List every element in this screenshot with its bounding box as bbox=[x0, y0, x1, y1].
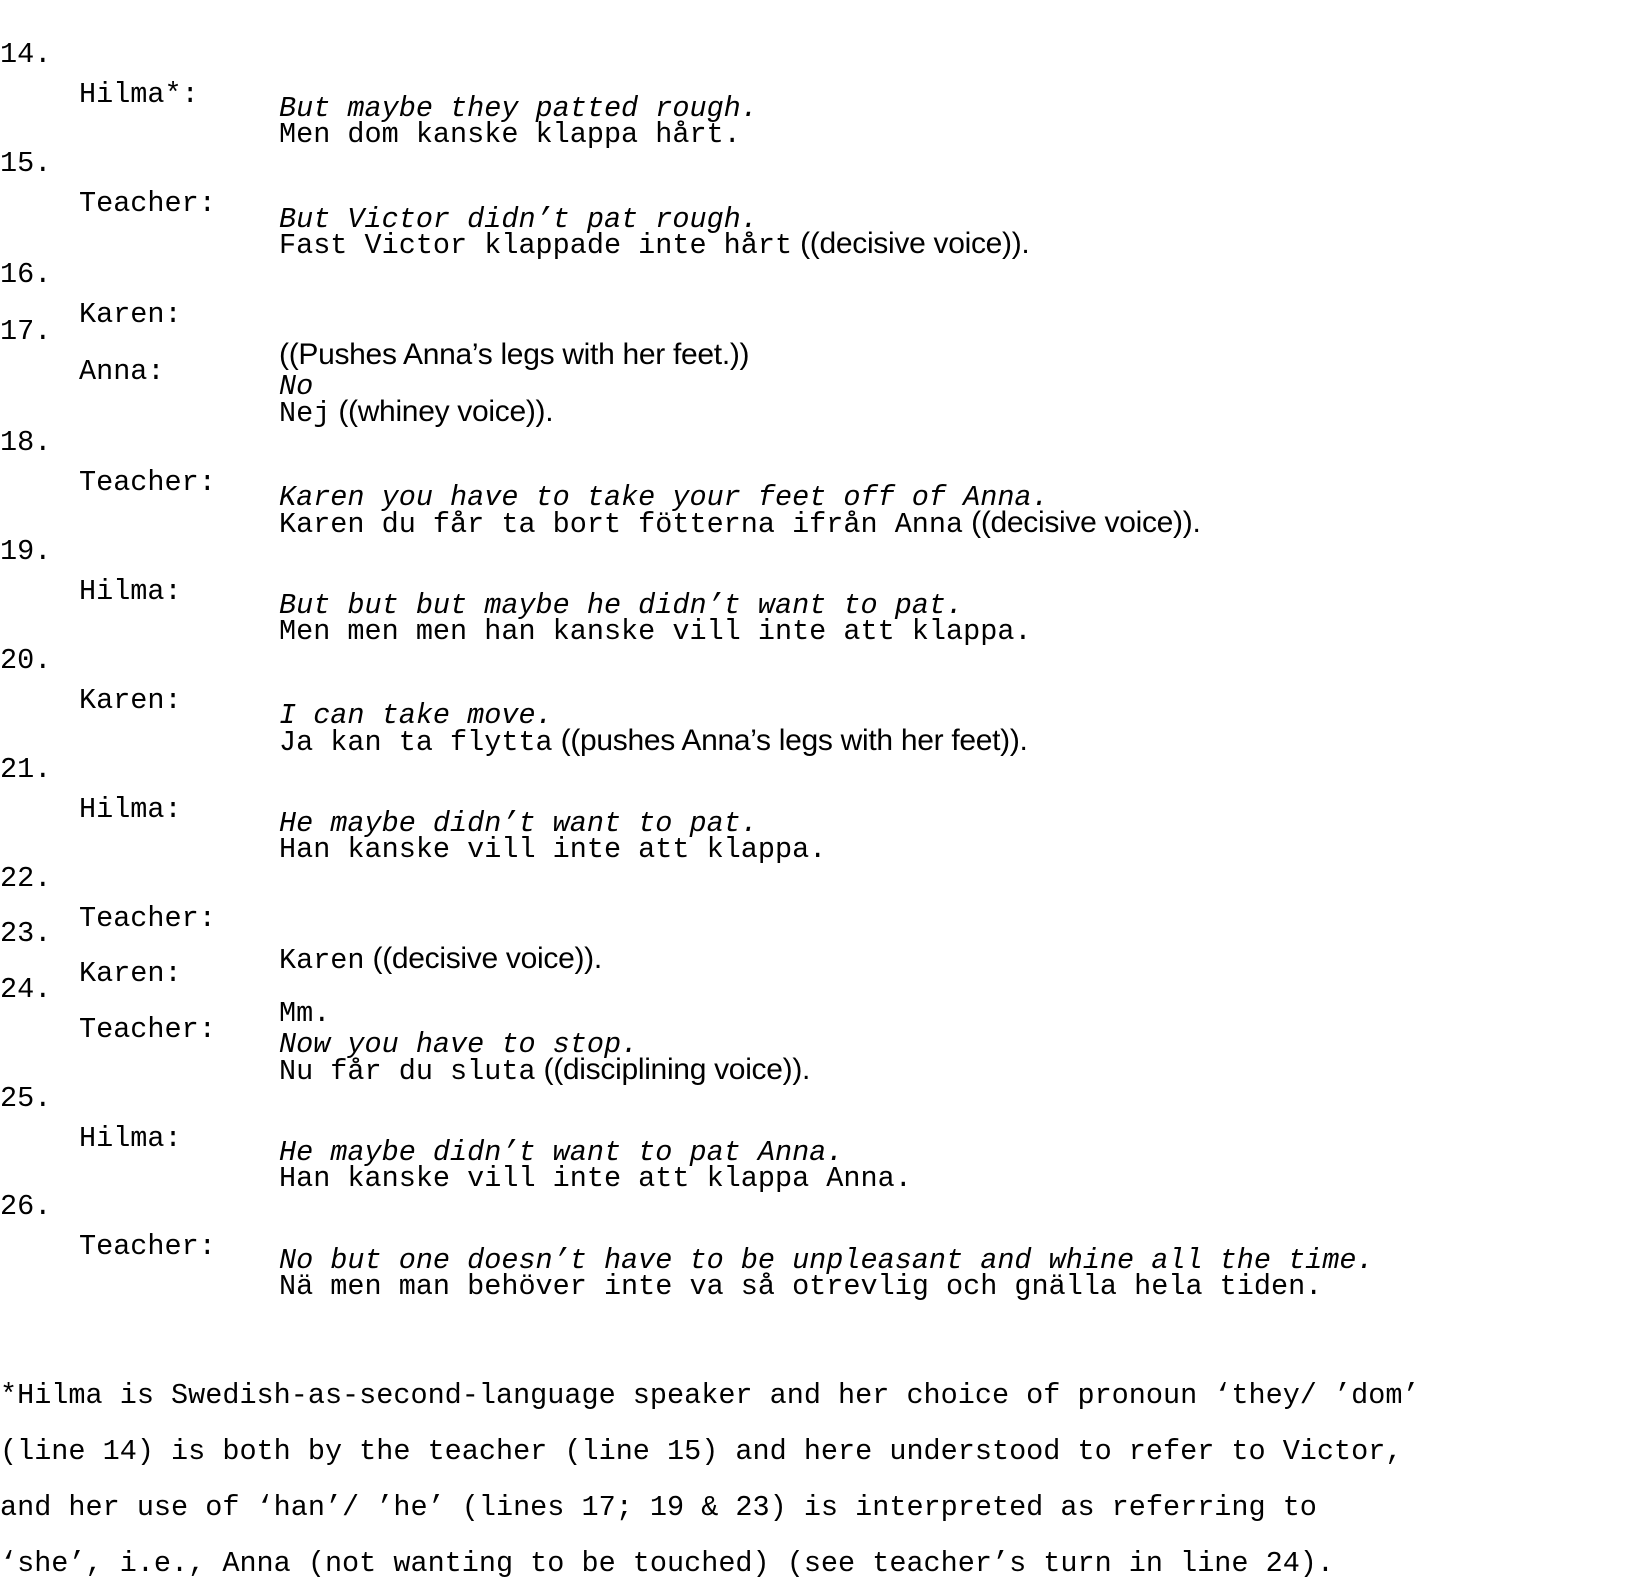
utterance-text: Nej bbox=[279, 397, 331, 430]
utterance bbox=[279, 939, 602, 981]
utterance-text: Karen bbox=[279, 944, 365, 977]
line-number: 18. bbox=[0, 426, 52, 459]
utterance-text: Han kanske vill inte att klappa. bbox=[279, 833, 827, 866]
line-number: 16. bbox=[0, 258, 52, 291]
utterance-text: Fast Victor klappade inte hårt bbox=[279, 229, 793, 262]
speaker-label: Karen: bbox=[79, 684, 182, 717]
translation-text: No bbox=[279, 370, 314, 403]
translation-text: But maybe they patted rough. bbox=[279, 92, 758, 125]
footnote-line: *Hilma is Swedish-as-second-language speaker and her choice of pronoun ‘they/ ’dom’ bbox=[0, 1379, 1420, 1412]
line-number: 23. bbox=[0, 917, 52, 950]
footnote-line: (line 14) is both by the teacher (line 15) and here understood to refer to Victor, bbox=[0, 1435, 1403, 1468]
speaker-label: Karen: bbox=[79, 957, 182, 990]
speaker-label: Teacher: bbox=[79, 466, 216, 499]
translation-text: But but but maybe he didn’t want to pat. bbox=[279, 589, 964, 622]
utterance-text: Men dom kanske klappa hårt. bbox=[279, 118, 741, 151]
speaker-label: Hilma*: bbox=[79, 78, 199, 111]
transcription-note: ((whiney voice)). bbox=[338, 395, 554, 428]
transcription-note: ((decisive voice)). bbox=[800, 227, 1030, 260]
utterance-text: Karen du får ta bort fötterna ifrån Anna bbox=[279, 508, 964, 541]
line-number: 15. bbox=[0, 147, 52, 180]
transcription-note: ((decisive voice)). bbox=[971, 506, 1201, 539]
speaker-label: Anna: bbox=[79, 355, 165, 388]
line-number: 14. bbox=[0, 38, 52, 71]
line-number: 17. bbox=[0, 315, 52, 348]
utterance bbox=[279, 392, 553, 434]
utterance-text: Nu får du sluta bbox=[279, 1055, 536, 1088]
translation-text: I can take move. bbox=[279, 699, 553, 732]
line-number: 19. bbox=[0, 535, 52, 568]
speaker-label: Teacher: bbox=[79, 1230, 216, 1263]
transcription-note: ((disciplining voice)). bbox=[543, 1053, 811, 1086]
translation-text: Karen you have to take your feet off of Anna. bbox=[279, 481, 1049, 514]
footnote bbox=[0, 1368, 1643, 1592]
translation-text: No but one doesn’t have to be unpleasant and whine all the time. bbox=[279, 1244, 1374, 1277]
transcription-note: ((pushes Anna’s legs with her feet)). bbox=[560, 724, 1028, 757]
speaker-label: Teacher: bbox=[79, 902, 216, 935]
utterance-text: Ja kan ta flytta bbox=[279, 726, 553, 759]
footnote-line: and her use of ‘han’/ ’he’ (lines 17; 19 & 23) is interpreted as referring to bbox=[0, 1491, 1317, 1524]
footnote-line: ‘she’, i.e., Anna (not wanting to be touched) (see teacher’s turn in line 24). bbox=[0, 1547, 1335, 1580]
utterance bbox=[279, 335, 749, 377]
translation-text: But Victor didn’t pat rough. bbox=[279, 203, 758, 236]
line-number: 20. bbox=[0, 644, 52, 677]
transcription-note: ((Pushes Anna’s legs with her feet.)) bbox=[279, 338, 750, 371]
utterance-text: Nä men man behöver inte va så otrevlig och gnälla hela tiden. bbox=[279, 1270, 1323, 1303]
line-number: 25. bbox=[0, 1082, 52, 1115]
speaker-label: Hilma: bbox=[79, 575, 182, 608]
line-number: 21. bbox=[0, 753, 52, 786]
translation-text: He maybe didn’t want to pat. bbox=[279, 807, 758, 840]
translation-text: Now you have to stop. bbox=[279, 1028, 639, 1061]
utterance-text: Men men men han kanske vill inte att klappa. bbox=[279, 615, 1032, 648]
line-number: 26. bbox=[0, 1190, 52, 1223]
utterance-text: Mm. bbox=[279, 997, 331, 1030]
speaker-label: Hilma: bbox=[79, 1122, 182, 1155]
transcription-note: ((decisive voice)). bbox=[372, 942, 602, 975]
line-number: 22. bbox=[0, 862, 52, 895]
speaker-label: Hilma: bbox=[79, 793, 182, 826]
utterance-text: Han kanske vill inte att klappa Anna. bbox=[279, 1162, 912, 1195]
speaker-label: Teacher: bbox=[79, 187, 216, 220]
translation-text: He maybe didn’t want to pat Anna. bbox=[279, 1136, 844, 1169]
speaker-label: Teacher: bbox=[79, 1013, 216, 1046]
line-number: 24. bbox=[0, 973, 52, 1006]
speaker-label: Karen: bbox=[79, 298, 182, 331]
